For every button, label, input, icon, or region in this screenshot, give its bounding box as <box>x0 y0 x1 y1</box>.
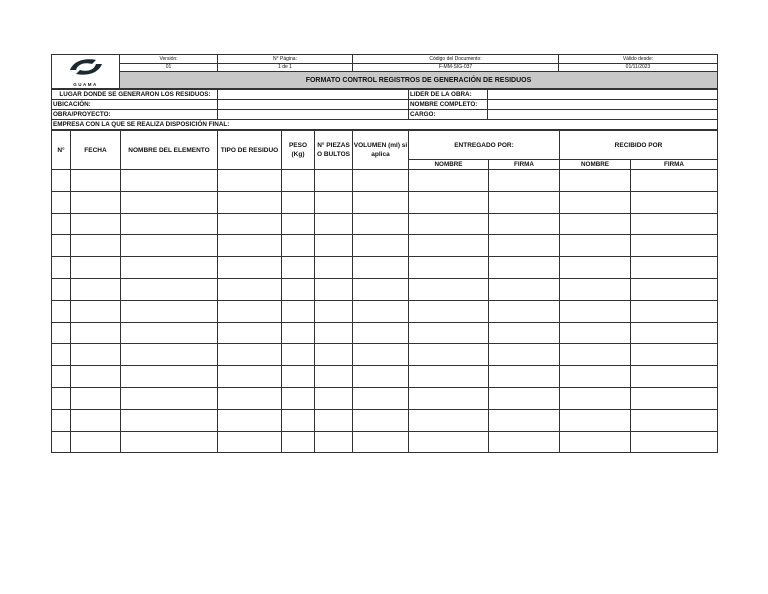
table-cell[interactable] <box>282 213 315 235</box>
table-cell[interactable] <box>282 235 315 257</box>
table-cell[interactable] <box>353 431 409 453</box>
table-cell[interactable] <box>409 278 489 300</box>
col-volumen: VOLUMEN (ml) si aplica <box>353 131 409 170</box>
table-row <box>52 409 718 431</box>
table-cell[interactable] <box>353 191 409 213</box>
table-cell[interactable] <box>218 431 282 453</box>
table-cell[interactable] <box>71 366 121 388</box>
table-cell[interactable] <box>409 322 489 344</box>
table-cell[interactable] <box>315 366 353 388</box>
page-value: 1 de 1 <box>218 64 353 72</box>
table-cell[interactable] <box>560 278 631 300</box>
table-cell[interactable] <box>560 344 631 366</box>
table-cell[interactable] <box>71 191 121 213</box>
records-table <box>51 130 718 453</box>
table-cell[interactable] <box>121 300 218 322</box>
table-cell[interactable] <box>52 191 71 213</box>
col-entregado: ENTREGADO POR: <box>409 131 560 160</box>
logo-icon <box>66 56 106 78</box>
table-cell[interactable] <box>560 387 631 409</box>
table-cell[interactable] <box>315 344 353 366</box>
table-cell[interactable] <box>315 257 353 279</box>
col-elemento: NOMBRE DEL ELEMENTO <box>121 131 218 170</box>
table-cell[interactable] <box>409 257 489 279</box>
form-sheet <box>51 54 717 453</box>
table-cell[interactable] <box>489 344 560 366</box>
col-tipo: TIPO DE RESIDUO <box>218 131 282 170</box>
table-cell[interactable] <box>71 170 121 192</box>
valid-value: 01/11/2023 <box>559 64 718 72</box>
table-cell[interactable] <box>631 366 718 388</box>
table-cell[interactable] <box>631 344 718 366</box>
table-cell[interactable] <box>52 431 71 453</box>
table-cell[interactable] <box>52 409 71 431</box>
table-cell[interactable] <box>489 322 560 344</box>
table-cell[interactable] <box>71 235 121 257</box>
table-cell[interactable] <box>560 257 631 279</box>
form-header <box>51 54 718 89</box>
table-cell[interactable] <box>52 387 71 409</box>
table-cell[interactable] <box>282 278 315 300</box>
table-cell[interactable] <box>282 431 315 453</box>
table-cell[interactable] <box>315 170 353 192</box>
company-name: GUAMA <box>73 81 98 87</box>
table-cell[interactable] <box>121 170 218 192</box>
valid-label: Válido desde: <box>559 55 718 64</box>
table-cell[interactable] <box>52 213 71 235</box>
table-cell[interactable] <box>353 322 409 344</box>
version-value: 01 <box>120 64 218 72</box>
table-cell[interactable] <box>409 431 489 453</box>
table-cell[interactable] <box>71 344 121 366</box>
table-row <box>52 170 718 192</box>
company-logo <box>52 55 120 89</box>
table-cell[interactable] <box>560 366 631 388</box>
table-cell[interactable] <box>560 409 631 431</box>
table-cell[interactable] <box>282 257 315 279</box>
lugar-field[interactable] <box>218 90 409 100</box>
code-label: Código del Documento: <box>353 55 559 64</box>
obra-label: OBRA/PROYECTO: <box>52 110 218 120</box>
table-cell[interactable] <box>218 300 282 322</box>
table-row <box>52 213 718 235</box>
table-cell[interactable] <box>71 409 121 431</box>
table-cell[interactable] <box>121 257 218 279</box>
table-cell[interactable] <box>52 235 71 257</box>
table-cell[interactable] <box>52 278 71 300</box>
table-cell[interactable] <box>560 322 631 344</box>
ubicacion-label: UBICACIÓN: <box>52 100 218 110</box>
table-cell[interactable] <box>315 322 353 344</box>
table-cell[interactable] <box>218 257 282 279</box>
table-row <box>52 366 718 388</box>
table-cell[interactable] <box>409 409 489 431</box>
table-cell[interactable] <box>315 191 353 213</box>
table-cell[interactable] <box>489 387 560 409</box>
table-cell[interactable] <box>218 191 282 213</box>
col-num: N° <box>52 131 71 170</box>
table-cell[interactable] <box>631 409 718 431</box>
table-cell[interactable] <box>315 300 353 322</box>
table-cell[interactable] <box>218 409 282 431</box>
table-cell[interactable] <box>71 431 121 453</box>
table-cell[interactable] <box>631 170 718 192</box>
table-cell[interactable] <box>353 300 409 322</box>
col-fecha: FECHA <box>71 131 121 170</box>
table-cell[interactable] <box>353 213 409 235</box>
table-cell[interactable] <box>121 344 218 366</box>
table-cell[interactable] <box>315 387 353 409</box>
table-cell[interactable] <box>121 191 218 213</box>
page-label: N° Página: <box>218 55 353 64</box>
table-cell[interactable] <box>52 170 71 192</box>
table-cell[interactable] <box>52 344 71 366</box>
table-row <box>52 431 718 453</box>
table-cell[interactable] <box>315 409 353 431</box>
table-cell[interactable] <box>631 257 718 279</box>
table-cell[interactable] <box>282 409 315 431</box>
table-cell[interactable] <box>315 278 353 300</box>
table-cell[interactable] <box>71 278 121 300</box>
table-cell[interactable] <box>52 322 71 344</box>
col-peso: PESO (Kg) <box>282 131 315 170</box>
table-cell[interactable] <box>489 235 560 257</box>
table-cell[interactable] <box>218 235 282 257</box>
table-cell[interactable] <box>282 300 315 322</box>
table-cell[interactable] <box>631 431 718 453</box>
table-cell[interactable] <box>560 191 631 213</box>
table-cell[interactable] <box>121 431 218 453</box>
lider-label: LIDER DE LA OBRA: <box>409 90 488 100</box>
table-row <box>52 235 718 257</box>
table-cell[interactable] <box>409 191 489 213</box>
col-piezas: N° PIEZAS O BULTOS <box>315 131 353 170</box>
table-cell[interactable] <box>218 322 282 344</box>
table-cell[interactable] <box>282 322 315 344</box>
table-cell[interactable] <box>353 409 409 431</box>
table-cell[interactable] <box>71 387 121 409</box>
lugar-label: LUGAR DONDE SE GENERARON LOS RESIDUOS: <box>52 90 218 100</box>
table-cell[interactable] <box>315 213 353 235</box>
table-cell[interactable] <box>409 235 489 257</box>
nombre-completo-label: NOMBRE COMPLETO: <box>409 100 488 110</box>
table-cell[interactable] <box>121 235 218 257</box>
version-label: Versión: <box>120 55 218 64</box>
table-row <box>52 278 718 300</box>
table-cell[interactable] <box>409 366 489 388</box>
table-cell[interactable] <box>409 387 489 409</box>
table-cell[interactable] <box>121 366 218 388</box>
table-cell[interactable] <box>282 344 315 366</box>
table-row <box>52 257 718 279</box>
table-cell[interactable] <box>489 431 560 453</box>
table-cell[interactable] <box>409 213 489 235</box>
form-title: FORMATO CONTROL REGISTROS DE GENERACIÓN DE RESIDUOS <box>120 72 718 89</box>
table-cell[interactable] <box>560 300 631 322</box>
table-cell[interactable] <box>631 322 718 344</box>
table-cell[interactable] <box>409 300 489 322</box>
table-cell[interactable] <box>409 170 489 192</box>
table-cell[interactable] <box>631 235 718 257</box>
table-cell[interactable] <box>315 431 353 453</box>
table-cell[interactable] <box>121 409 218 431</box>
table-row <box>52 191 718 213</box>
table-cell[interactable] <box>218 278 282 300</box>
table-cell[interactable] <box>71 322 121 344</box>
code-value: F-MM-SIG-037 <box>353 64 559 72</box>
table-cell[interactable] <box>52 366 71 388</box>
col-entregado-firma: FIRMA <box>489 160 560 170</box>
table-cell[interactable] <box>218 344 282 366</box>
col-recibido: RECIBIDO POR <box>560 131 718 160</box>
cargo-field[interactable] <box>488 110 718 120</box>
table-cell[interactable] <box>560 170 631 192</box>
table-cell[interactable] <box>218 213 282 235</box>
nombre-completo-field[interactable] <box>488 100 718 110</box>
table-cell[interactable] <box>631 213 718 235</box>
table-cell[interactable] <box>353 387 409 409</box>
table-cell[interactable] <box>121 322 218 344</box>
table-cell[interactable] <box>121 278 218 300</box>
table-cell[interactable] <box>631 387 718 409</box>
table-cell[interactable] <box>489 257 560 279</box>
table-cell[interactable] <box>282 366 315 388</box>
table-cell[interactable] <box>631 278 718 300</box>
table-cell[interactable] <box>560 431 631 453</box>
obra-field[interactable] <box>218 110 409 120</box>
col-entregado-nombre: NOMBRE <box>409 160 489 170</box>
col-recibido-firma: FIRMA <box>631 160 718 170</box>
lider-field[interactable] <box>488 90 718 100</box>
table-cell[interactable] <box>489 213 560 235</box>
empresa-label: EMPRESA CON LA QUE SE REALIZA DISPOSICIÓN FINAL: <box>52 120 718 130</box>
table-cell[interactable] <box>282 387 315 409</box>
table-cell[interactable] <box>489 409 560 431</box>
table-cell[interactable] <box>560 213 631 235</box>
table-cell[interactable] <box>353 170 409 192</box>
table-cell[interactable] <box>315 235 353 257</box>
table-row <box>52 344 718 366</box>
table-cell[interactable] <box>121 213 218 235</box>
table-cell[interactable] <box>282 170 315 192</box>
table-row <box>52 387 718 409</box>
table-cell[interactable] <box>353 235 409 257</box>
table-cell[interactable] <box>489 278 560 300</box>
table-cell[interactable] <box>218 170 282 192</box>
table-row <box>52 322 718 344</box>
table-cell[interactable] <box>71 213 121 235</box>
ubicacion-field[interactable] <box>218 100 409 110</box>
table-cell[interactable] <box>52 257 71 279</box>
table-cell[interactable] <box>560 235 631 257</box>
cargo-label: CARGO: <box>409 110 488 120</box>
records-body <box>52 170 718 453</box>
col-recibido-nombre: NOMBRE <box>560 160 631 170</box>
table-cell[interactable] <box>353 257 409 279</box>
table-cell[interactable] <box>218 387 282 409</box>
table-cell[interactable] <box>353 278 409 300</box>
table-cell[interactable] <box>631 191 718 213</box>
table-row <box>52 300 718 322</box>
table-cell[interactable] <box>121 387 218 409</box>
table-cell[interactable] <box>353 344 409 366</box>
table-cell[interactable] <box>489 170 560 192</box>
table-cell[interactable] <box>52 300 71 322</box>
table-cell[interactable] <box>409 344 489 366</box>
table-cell[interactable] <box>353 366 409 388</box>
info-block <box>51 89 718 130</box>
table-cell[interactable] <box>489 300 560 322</box>
table-cell[interactable] <box>71 300 121 322</box>
table-cell[interactable] <box>282 191 315 213</box>
table-cell[interactable] <box>489 366 560 388</box>
table-cell[interactable] <box>218 366 282 388</box>
table-cell[interactable] <box>489 191 560 213</box>
table-cell[interactable] <box>631 300 718 322</box>
table-cell[interactable] <box>71 257 121 279</box>
